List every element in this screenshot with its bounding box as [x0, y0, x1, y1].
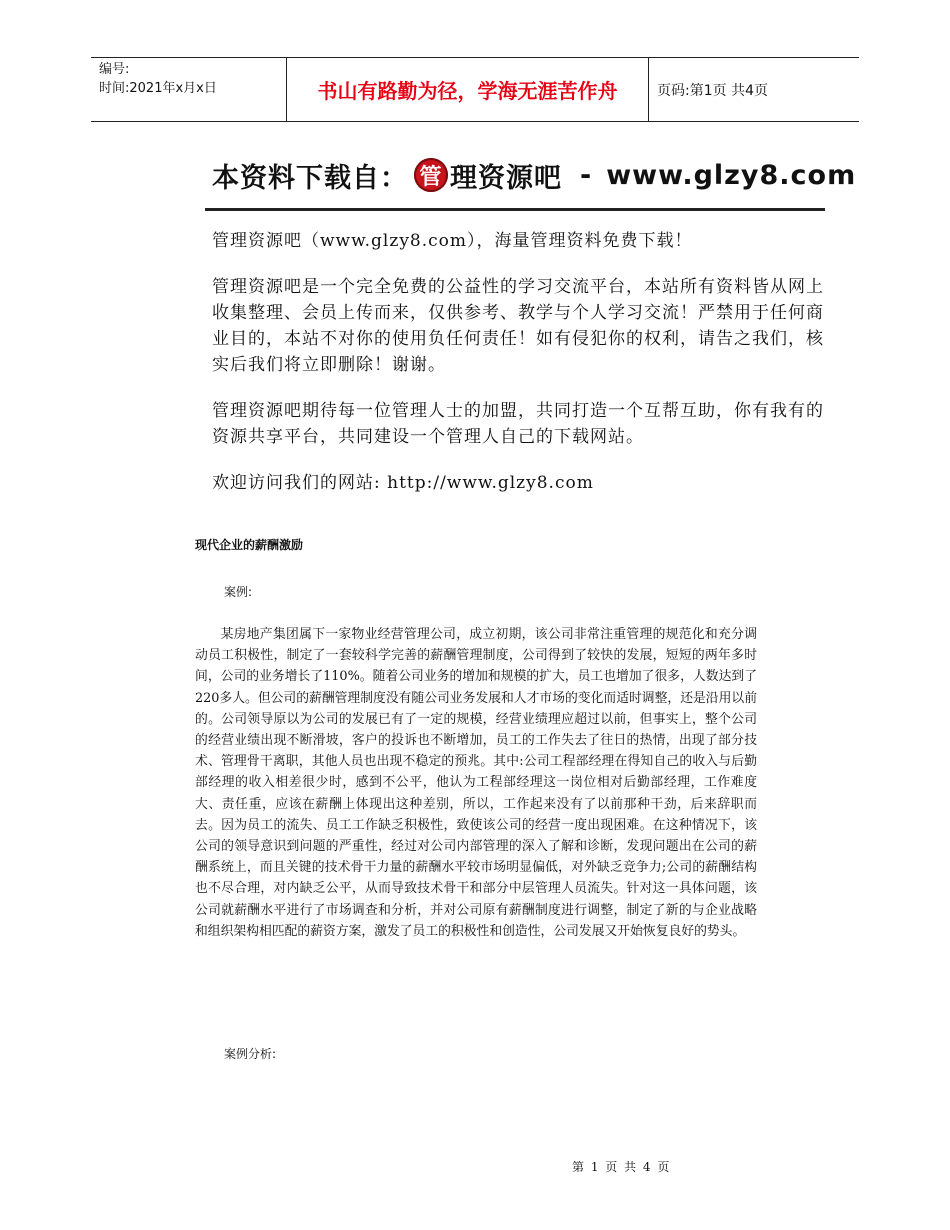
article-title: 现代企业的薪酬激励: [195, 538, 304, 552]
banner-paragraph: 管理资源吧（www.glzy8.com），海量管理资料免费下载！: [212, 231, 693, 251]
header-motto: 书山有路勤为径，学海无涯苦作舟: [317, 79, 618, 103]
page-header: [91, 57, 859, 122]
banner-title: [212, 154, 856, 196]
banner-separator: -: [580, 159, 593, 191]
banner-paragraph: 管理资源吧是一个完全免费的公益性的学习交流平台，本站所有资料皆从网上收集整理、会员上传而来，仅供参考、教学与个人学习交流！严禁用于任何商业目的，本站不对你的使用负任何责任！如有侵犯你的权利，请告之我们，核实后我们将立即删除！谢谢。: [212, 277, 824, 375]
case-analysis-label: 案例分析:: [224, 1047, 277, 1061]
document-time-label: 时间:2021年x月x日: [99, 81, 217, 96]
header-divider: [648, 58, 649, 121]
case-label: 案例:: [224, 585, 253, 599]
banner-paragraph: 管理资源吧期待每一位管理人士的加盟，共同打造一个互帮互助，你有我有的资源共享平台，共同建设一个管理人自己的下载网站。: [212, 401, 824, 447]
document-number-label: 编号:: [99, 62, 130, 77]
banner-url: www.glzy8.com: [606, 159, 857, 191]
header-page-info: 页码:第1页 共4页: [657, 82, 768, 99]
header-meta: [99, 60, 289, 98]
page-footer: 第 1 页 共 4 页: [572, 1160, 670, 1174]
site-logo-icon: 管: [414, 158, 448, 192]
banner-divider: [205, 208, 825, 211]
banner-prefix: 本资料下载自：: [212, 162, 408, 194]
banner-site-name: 理资源吧: [450, 162, 562, 194]
banner-paragraph: 欢迎访问我们的网站: http://www.glzy8.com: [212, 473, 594, 493]
case-body: 某房地产集团属下一家物业经营管理公司，成立初期，该公司非常注重管理的规范化和充分调动员工积极性，制定了一套较科学完善的薪酬管理制度，公司得到了较快的发展，短短的两年多时间，公司的业务增长了110%。随着公司业务的增加和规模的扩大，员工也增加了很多，人数达到了220多人。但公司的薪酬管理制度没有随公司业务发展和人才市场的变化而适时调整，还是沿用以前的。公司领导原以为公司的发展已有了一定的规模，经营业绩理应超过以前，但事实上，整个公司的经营业绩出现不断滑坡，客户的投诉也不断增加，员工的工作失去了往日的热情，出现了部分技术、管理骨干离职，其他人员也出现不稳定的预兆。其中:公司工程部经理在得知自己的收入与后勤部经理的收入相差很少时，感到不公平，他认为工程部经理这一岗位相对后勤部经理，工作难度大、责任重，应该在薪酬上体现出这种差别，所以，工作起来没有了以前那种干劲，后来辞职而去。因为员工的流失、员工工作缺乏积极性，致使该公司的经营一度出现困难。在这种情况下，该公司的领导意识到问题的严重性，经过对公司内部管理的深入了解和诊断，发现问题出在公司的薪酬系统上，而且关键的技术骨干力量的薪酬水平较市场明显偏低，对外缺乏竞争力;公司的薪酬结构也不尽合理，对内缺乏公平，从而导致技术骨干和部分中层管理人员流失。针对这一具体问题，该公司就薪酬水平进行了市场调查和分析，并对公司原有薪酬制度进行调整，制定了新的与企业战略和组织架构相匹配的薪资方案，激发了员工的积极性和创造性，公司发展又开始恢复良好的势头。: [195, 627, 757, 939]
